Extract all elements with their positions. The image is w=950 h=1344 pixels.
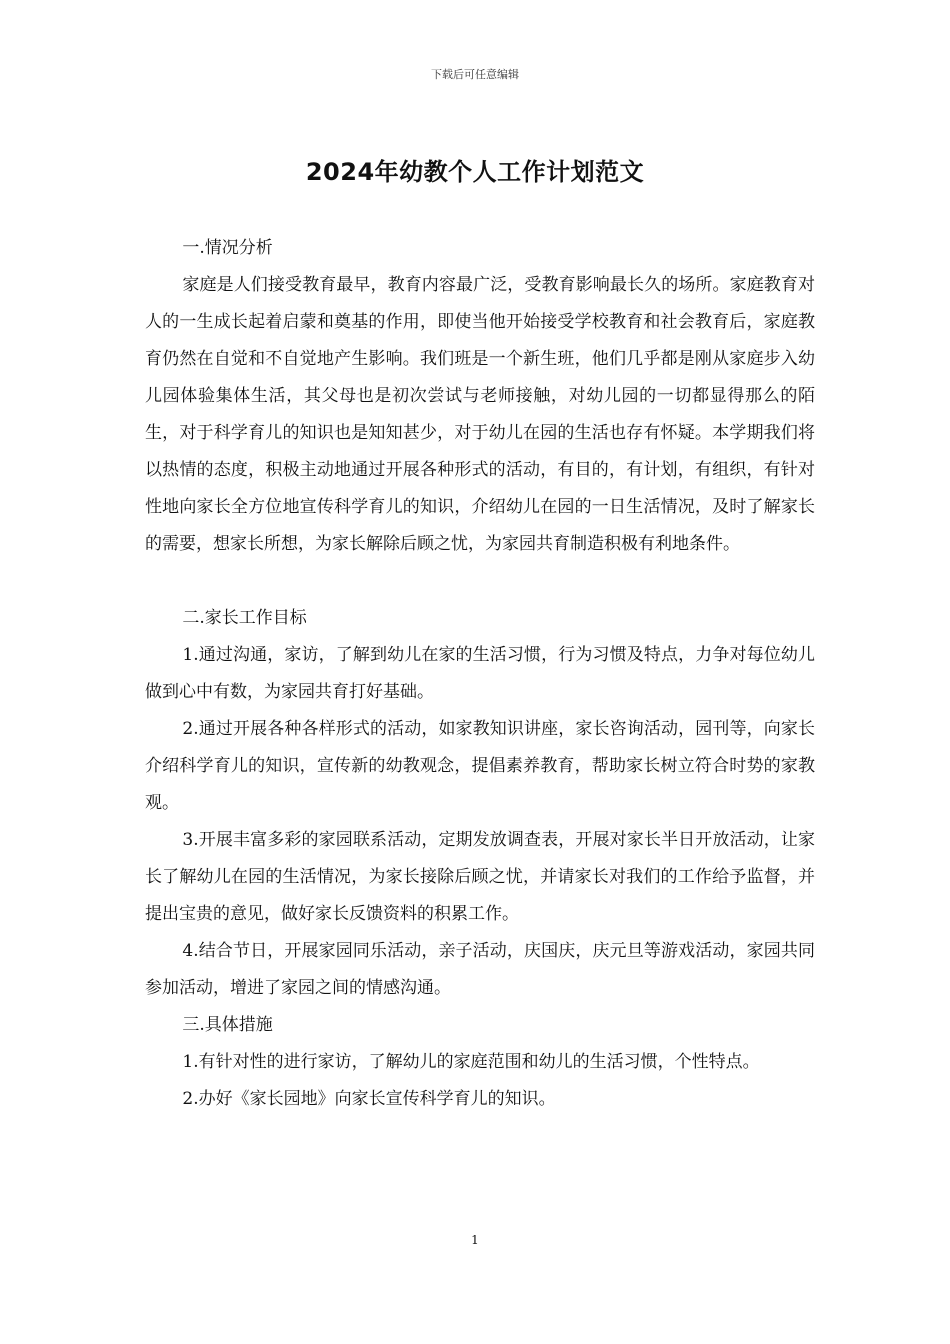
goal-item-2: 2.通过开展各种各样形式的活动，如家教知识讲座，家长咨询活动，园刊等，向家长介绍科学育儿的知识，宣传新的幼教观念，提倡素养教育，帮助家长树立符合时势的家教观。 — [145, 719, 815, 813]
section-heading-measures: 三.具体措施 — [182, 1015, 273, 1035]
goal-item-1: 1.通过沟通，家访，了解到幼儿在家的生活习惯，行为习惯及特点，力争对每位幼儿做到心中有数，为家园共育打好基础。 — [145, 645, 815, 702]
page-number: 1 — [471, 1233, 479, 1247]
measure-item-2: 2.办好《家长园地》向家长宣传科学育儿的知识。 — [182, 1089, 556, 1109]
section-heading-goals: 二.家长工作目标 — [182, 608, 307, 628]
document-title: 2024年幼教个人工作计划范文 — [305, 158, 645, 186]
goal-item-3: 3.开展丰富多彩的家园联系活动，定期发放调查表，开展对家长半日开放活动，让家长了解幼儿在园的生活情况，为家长接除后顾之忧，并请家长对我们的工作给予监督，并提出宝贵的意见，做好家长反馈资料的积累工作。 — [145, 830, 815, 924]
document-body — [145, 230, 815, 1118]
goal-item-4: 4.结合节日，开展家园同乐活动，亲子活动，庆国庆，庆元旦等游戏活动，家园共同参加活动，增进了家园之间的情感沟通。 — [145, 941, 815, 998]
paragraph-situation: 家庭是人们接受教育最早，教育内容最广泛，受教育影响最长久的场所。家庭教育对人的一生成长起着启蒙和奠基的作用，即使当他开始接受学校教育和社会教育后，家庭教育仍然在自觉和不自觉地产生影响。我们班是一个新生班，他们几乎都是刚从家庭步入幼儿园体验集体生活，其父母也是初次尝试与老师接触，对幼儿园的一切都显得那么的陌生，对于科学育儿的知识也是知知甚少，对于幼儿在园的生活也存有怀疑。本学期我们将以热情的态度，积极主动地通过开展各种形式的活动，有目的，有计划，有组织，有针对性地向家长全方位地宣传科学育儿的知识，介绍幼儿在园的一日生活情况，及时了解家长的需要，想家长所想，为家长解除后顾之忧，为家园共育制造积极有利地条件。 — [145, 275, 815, 554]
header-note: 下载后可任意编辑 — [431, 68, 519, 81]
section-heading-situation: 一.情况分析 — [182, 238, 273, 258]
measure-item-1: 1.有针对性的进行家访，了解幼儿的家庭范围和幼儿的生活习惯，个性特点。 — [182, 1052, 760, 1072]
